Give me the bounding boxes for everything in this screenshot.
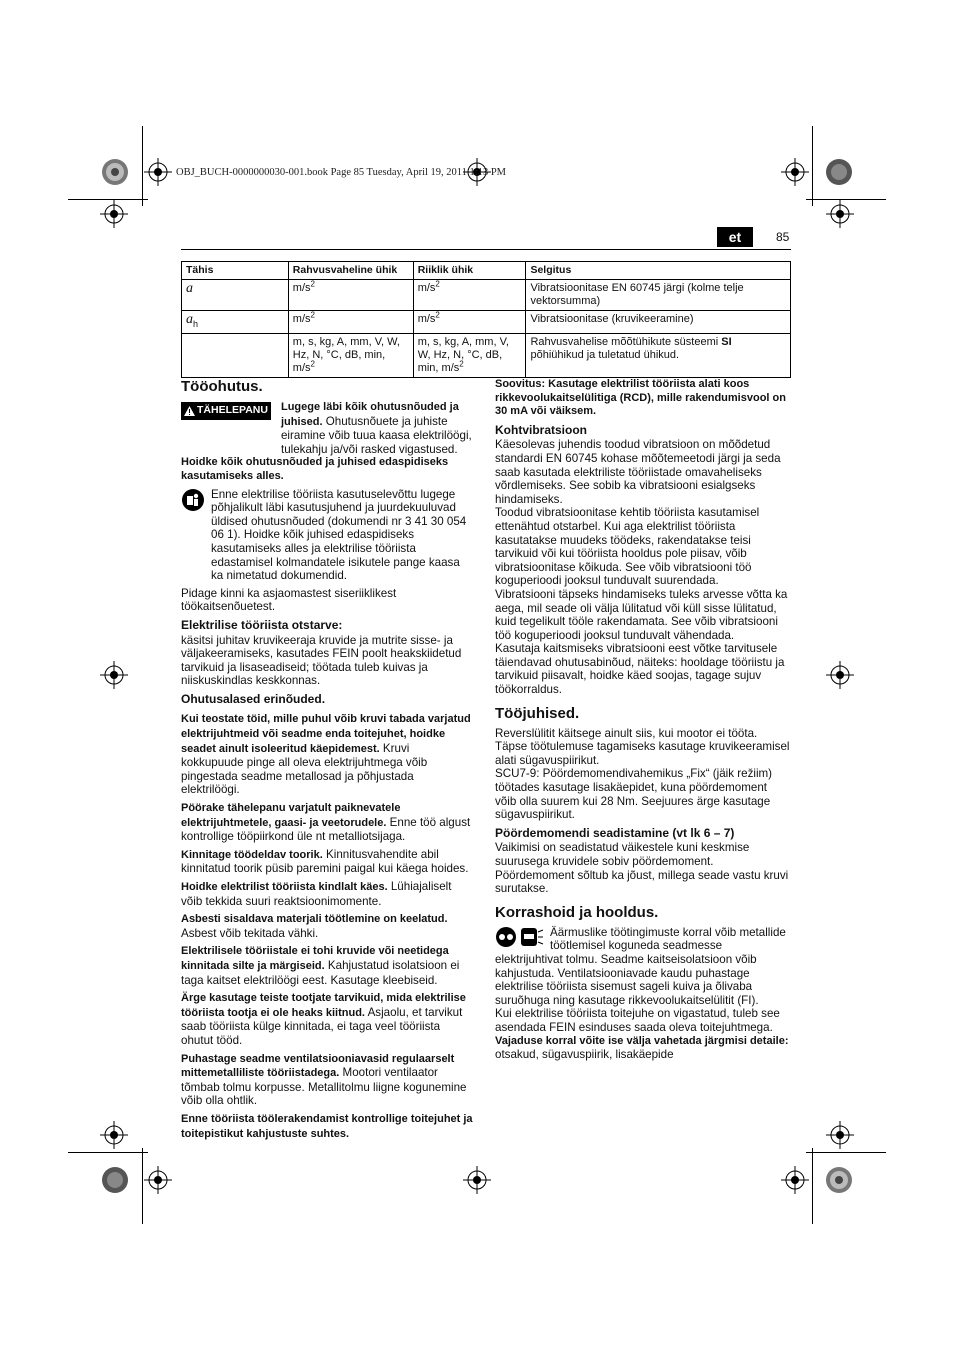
symbol-cell xyxy=(182,311,289,334)
safety-item: Kinnitage töödeldav toorik. Kinnitusvahendite abil kinnitatud toorik püsib paremini paigal kui käega hoides. xyxy=(181,847,469,876)
work-text: Täpse töötulemuse tagamiseks kasutage kruvikeeramisel alati sügavuspiirikut. xyxy=(495,740,790,767)
safety-item: Elektrilisele tööriistale ei tohi kruvide või neetidega kinnitada silte ja märgiseid. Kahjustatud isolatsioon ei taga kaitset elektrilöögi eest. Kasutage kleebiseid. xyxy=(181,945,460,987)
safety-item: Ärge kasutage teiste tootjate tarvikuid, mida elektrilise tööriista tootja ei ole heaks kiitnud. Asjaolu, et tarvikut saab tööriista külge kinnitada, ei taga veel tööriista ohutut tööd. xyxy=(181,992,466,1047)
manual-text: Enne elektrilise tööriista kasutuselevõttu lugege põhjalikult läbi kasutusjuhend ja juurdekuuluvad üldised ohutusnõuded (dokumendi nr 3 41 30 054 06 1). Hoidke kõik juhised edaspidiseks kasutamiseks alles ja elektrilise tööriista edastamisel kolmandatele isikutele pange kaasa ka nimetatud dokumendid. xyxy=(211,487,467,583)
parts-text: otsakud, sügavuspiirik, lisakäepide xyxy=(495,1048,674,1062)
vibration-text: Kasutaja kaitsmiseks vibratsiooni eest võtke tarvitusele täiendavad ohutusabinõud, näiteks: hooldage tööriistu ja tarvikuid piisavalt, hoidke käed soojas, tagage sujuv töökorraldus. xyxy=(495,642,785,697)
crop-mark xyxy=(806,1152,886,1153)
air-blow-icon xyxy=(520,926,544,948)
manual-block xyxy=(181,488,475,587)
warning-text: Lugege läbi kõik ohutusnõuded ja juhised. Ohutusnõuete ja juhiste eiramine võib tuua kaasa elektrilöögi, tulekahju ja/või rasked vigastused. xyxy=(280,401,472,456)
maintenance-text: Äärmuslike töötingimuste korral võib metallide töötlemisel koguneda seadmesse elektrijuhtivat tolmu. Seadme kaitseisolatsioon võib kahjustuda. Ventilatsiooniavade kaudu puhastage elektrilise tööriista sisemust sageli kuiva ja õlivaba suruõhuga ning kasutage rikkevoolukaitselülitit (FI). xyxy=(495,925,786,1007)
registration-target-icon xyxy=(100,661,128,689)
color-wheel-icon xyxy=(101,1166,129,1194)
header-rule xyxy=(181,249,791,250)
maintenance-block xyxy=(495,926,791,1008)
table-cell: Vibratsioonitase EN 60745 järgi (kolme telje vektorsumma) xyxy=(526,280,791,311)
warning-block xyxy=(181,400,475,456)
section-title-work: Tööjuhised. xyxy=(495,704,580,722)
registration-target-icon xyxy=(144,1166,172,1194)
maintenance-icons xyxy=(495,926,544,948)
vibration-heading: Kohtvibratsioon xyxy=(495,422,587,437)
safety-item: Pöörake tähelepanu varjatult paiknevatele elektrijuhtmetele, gaasi- ja veetorudele. Enne töö algust kontrollige tööpiirkond üle nt metalliotsijaga. xyxy=(181,802,471,844)
crop-mark xyxy=(142,126,143,206)
vibration-text: Toodud vibratsioonitase kehtib tööriista kasutamisel ettenähtud otstarbel. Kui aga elektrilist tööriista kasutatakse muudeks töödeks, rakendatakse teisi tarvikuid või kui tööriista hooldus pole piisav, võib vibratsioonitase kõikuda. See võib vibratsiooni töö koguperioodi jooksul tunduvalt suurendada. xyxy=(495,506,760,588)
maintenance-text: Kui elektrilise tööriista toitejuhe on vigastatud, tuleb see asendada FEIN esinduses saada oleva toitejuhtmega. xyxy=(495,1007,780,1034)
safety-item: Enne tööriista töölerakendamist kontrollige toitejuhet ja toitepistikut kahjustuste suhtes. xyxy=(181,1112,473,1140)
keep-instructions: Hoidke kõik ohutusnõuded ja juhised edaspidiseks kasutamiseks alles. xyxy=(181,456,449,482)
table-cell: m, s, kg, A, mm, V, W, Hz, N, °C, dB, min, $m/s^2$ xyxy=(413,333,526,377)
registration-target-icon xyxy=(144,158,172,186)
table-cell: $m/s^2$ xyxy=(413,280,526,311)
color-wheel-icon xyxy=(825,1166,853,1194)
table-header-cell: Selgitus xyxy=(526,262,791,280)
table-cell: Rahvusvahelise mõõtühikute süsteemi SI põhiühikud ja tuletatud ühikud. xyxy=(526,333,791,377)
safety-item: Asbesti sisaldava materjali töötlemine on keelatud. Asbest võib tekitada vähki. xyxy=(181,913,448,940)
work-text: SCU7-9: Pöördemomendivahemikus „Fix“ (jäik režiim) töötades kasutage lisakäepidet, kuna pöördemoment võib olla suurem kui 28 Nm. Seejuures ärge kasutage sügavuspiirikut. xyxy=(495,767,773,822)
table-cell: m, s, kg, A, mm, V, W, Hz, N, °C, dB, min, $m/s^2$ xyxy=(288,333,413,377)
left-column xyxy=(181,378,475,1145)
registration-target-icon xyxy=(826,200,854,228)
symbol-cell xyxy=(182,280,289,311)
symbol: a xyxy=(186,281,193,296)
crop-mark xyxy=(812,126,813,206)
registration-target-icon xyxy=(781,1166,809,1194)
table-row xyxy=(182,333,791,377)
table-cell: Vibratsioonitase (kruvikeeramine) xyxy=(526,311,791,334)
section-title-maintenance: Korrashoid ja hooldus. xyxy=(495,903,659,921)
safety-item: Hoidke elektrilist tööriista kindlalt käes. Lühiajaliselt võib tekkida suuri reaktsioonimomente. xyxy=(181,880,452,908)
safety-item: Puhastage seadme ventilatsiooniavasid regulaarselt mittemetalliliste tööriistadega. Mootori ventilaator tõmbab tolmu korpusse. Metallitolmu liigne kogunemine võib olla ohtlik. xyxy=(181,1052,467,1108)
goggles-icon xyxy=(495,926,517,948)
crop-mark xyxy=(68,1152,148,1153)
warning-label: TÄHELEPANU xyxy=(181,402,271,420)
table-header-row xyxy=(182,262,791,280)
regs-text: Pidage kinni ka asjaomastest siseriiklikest töökaitsenõuetest. xyxy=(181,586,397,614)
table-row xyxy=(182,280,791,311)
vibration-text: Käesolevas juhendis toodud vibratsioon on mõõdetud standardi EN 60745 kohase mõõtemeetodi järgi ja seda saab kasutada elektriliste tööriistade omavaheliseks võrdlemiseks. See sobib ka vibratsiooni esialgseks hindamiseks. xyxy=(495,438,781,506)
right-column xyxy=(495,378,791,1066)
table-header-cell: Tähis xyxy=(182,262,289,280)
registration-target-icon xyxy=(826,1121,854,1149)
table-cell: $m/s^2$ xyxy=(288,280,413,311)
rcd-advice: Soovitus: Kasutage elektrilist tööriista alati koos rikkevoolukaitselülitiga (RCD), mille rakendumisvool on 30 mA või väiksem. xyxy=(495,378,786,418)
section-title-safety: Tööohutus. xyxy=(181,378,263,395)
page-number: 85 xyxy=(776,230,790,244)
symbol-cell xyxy=(182,333,289,377)
color-wheel-icon xyxy=(825,158,853,186)
vibration-text: Vibratsiooni täpseks hindamiseks tuleks arvesse võtta ka aega, mil seade oli välja lülitatud või küll sisse lülitatud, kuid tegelikult tööle rakendamata. See võib vibratsiooni töö koguperioodi jooksul tunduvalt vähendada. xyxy=(495,587,788,642)
registration-target-icon xyxy=(100,200,128,228)
manual-read-icon xyxy=(181,488,205,512)
table-cell: $m/s^2$ xyxy=(288,311,413,334)
torque-text: Pöördemoment sõltub ka jõust, millega seade vastu kruvi surutakse. xyxy=(495,868,789,896)
registration-target-icon xyxy=(463,1166,491,1194)
work-text: Reverslülitit käitsege ainult siis, kui mootor ei tööta. xyxy=(495,726,758,740)
registration-target-icon xyxy=(100,1121,128,1149)
safety-item: Kui teostate töid, mille puhul võib kruvi tabada varjatud elektrijuhtmeid või seadme enda toitejuhet, hoidke seadet ainult isoleeritud käepidemest. Kruvi kokkupuude pinge all oleva elektrijuhtmega võib pingestada seadme metallosad ja põhjustada elektrilöögi. xyxy=(181,713,471,797)
symbol: $a_h$ xyxy=(186,312,199,329)
crop-mark xyxy=(812,1148,813,1224)
table-header-cell: Riiklik ühik xyxy=(413,262,526,280)
purpose-text: käsitsi juhitav kruvikeeraja kruvide ja mutrite sisse- ja väljakeeramiseks, kasutades FEIN poolt heakskiidetud tarvikuid ja lisaseadiseid; töötada tuleb kuivas ja niiskuskindlas keskkonnas. xyxy=(181,633,462,688)
units-table xyxy=(181,261,791,378)
print-header: OBJ_BUCH-0000000030-001.book Page 85 Tuesday, April 19, 2011 1:13 PM xyxy=(176,167,506,178)
torque-text: Vaikimisi on seadistatud väikestele kuni keskmise suurusega kruvidele sobiv pöördemoment. xyxy=(495,841,750,868)
table-header-cell: Rahvusvaheline ühik xyxy=(288,262,413,280)
crop-mark xyxy=(142,1148,143,1224)
special-heading: Ohutusalased erinõuded. xyxy=(181,691,326,706)
warning-triangle-icon xyxy=(184,406,195,416)
registration-target-icon xyxy=(781,158,809,186)
purpose-heading: Elektrilise tööriista otstarve: xyxy=(181,617,343,632)
language-tab: et xyxy=(717,227,753,247)
color-wheel-icon xyxy=(101,158,129,186)
parts-heading: Vajaduse korral võite ise välja vahetada järgmisi detaile: xyxy=(495,1034,789,1047)
table-row xyxy=(182,311,791,334)
registration-target-icon xyxy=(826,661,854,689)
table-cell: $m/s^2$ xyxy=(413,311,526,334)
torque-heading: Pöördemomendi seadistamine (vt lk 6 – 7) xyxy=(495,825,735,840)
